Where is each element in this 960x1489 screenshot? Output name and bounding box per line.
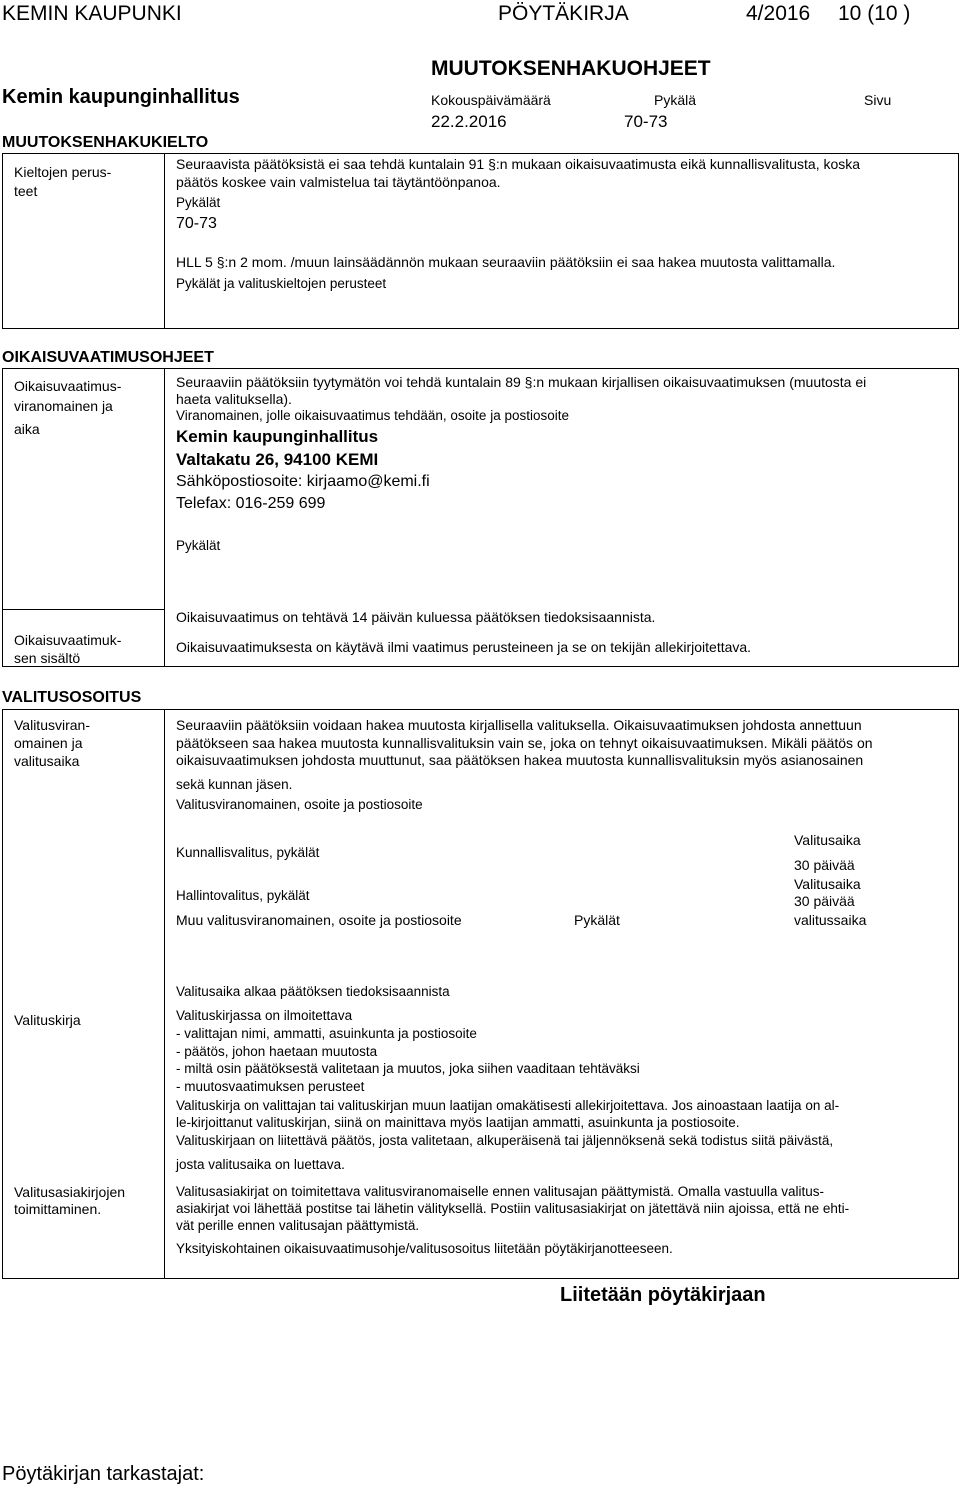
admin-appeal-label: Hallintovalitus, pykälät <box>176 888 310 903</box>
docs-line-1: asiakirjat voi lähettää postitse tai lähetin välityksellä. Postiin valitusasiakirjat on jätettävä niin ajoissa, että ne ehti- <box>176 1201 850 1216</box>
letter-line-5: Valituskirja on valittajan tai valituskirjan muun laatijan omakätisesti allekirjoitettava. Jos ainoastaan laatija on al- <box>176 1098 840 1113</box>
appeal-authority-label: Valitusviranomainen, osoite ja postiosoite <box>176 797 423 812</box>
docs-line-0: Valitusasiakirjat on toimitettava valitusviranomaiselle ennen valitusajan päättymistä. Omalla vastuulla valitus- <box>176 1184 825 1199</box>
letter-line-8: josta valitusaika on luettava. <box>176 1157 345 1172</box>
rectification-label-1: Oikaisuvaatimus- <box>14 378 122 394</box>
appeal-heading: VALITUSOSOITUS <box>2 689 142 706</box>
content-label-2: sen sisältö <box>14 650 81 666</box>
appeal-label-3: valitusaika <box>14 753 80 769</box>
authority-label: Viranomainen, jolle oikaisuvaatimus tehdään, osoite ja postiosoite <box>176 408 569 423</box>
rectification-label-3: aika <box>14 421 40 437</box>
letter-line-6: le-kirjoittanut valituskirjan, siinä on mainittava myös laatijan ammatti, asuinkunta ja postiosoite. <box>176 1115 740 1130</box>
valitusaika-1: Valitusaika <box>794 832 861 848</box>
letter-line-3: - miltä osin päätöksestä valitetaan ja muutos, joka siihen vaaditaan tehtäväksi <box>176 1061 640 1076</box>
authority-email: Sähköpostiosoite: kirjaamo@kemi.fi <box>176 473 430 490</box>
page-label: Sivu <box>864 92 892 108</box>
letter-line-0: Valituskirjassa on ilmoitettava <box>176 1008 353 1023</box>
meeting-date-label: Kokouspäivämäärä <box>431 92 551 108</box>
document-number: 4/2016 <box>746 2 811 25</box>
other-pykalat-label: Pykälät <box>574 912 620 928</box>
org-name-upper: KEMIN KAUPUNKI <box>2 2 182 25</box>
docs-label-2: toimittaminen. <box>14 1201 102 1217</box>
content-text: Oikaisuvaatimuksesta on käytävä ilmi vaatimus perusteineen ja se on tekijän allekirjoitettava. <box>176 639 752 655</box>
rectification-heading: OIKAISUVAATIMUSOHJEET <box>2 349 214 366</box>
authority-address: Valtakatu 26, 94100 KEMI <box>176 450 379 469</box>
meeting-date: 22.2.2016 <box>431 112 507 131</box>
ban-heading: MUUTOKSENHAKUKIELTO <box>2 134 209 151</box>
ban-label-1: Kieltojen perus- <box>14 164 112 180</box>
other-authority-label: Muu valitusviranomainen, osoite ja postiosoite <box>176 912 462 928</box>
appeal-text-4: sekä kunnan jäsen. <box>176 777 293 792</box>
letter-label: Valituskirja <box>14 1012 81 1028</box>
rectification-label-2: viranomainen ja <box>14 398 113 414</box>
days-2: 30 päivää <box>794 893 855 909</box>
appeal-label-1: Valitusviran- <box>14 717 90 733</box>
reviewers-label: Pöytäkirjan tarkastajat: <box>2 1463 205 1485</box>
letter-line-1: - valittajan nimi, ammatti, asuinkunta ja postiosoite <box>176 1026 477 1041</box>
ban-divider <box>164 153 165 329</box>
rectification-row-divider <box>2 609 164 610</box>
appeal-label-2: omainen ja <box>14 735 83 751</box>
valitussaika-label: valitussaika <box>794 912 867 928</box>
appeal-text-1: Seuraaviin päätöksiin voidaan hakea muutosta kirjallisella valituksella. Oikaisuvaatimuksen johdosta annettuun <box>176 717 862 733</box>
rectification-deadline: Oikaisuvaatimus on tehtävä 14 päivän kuluessa päätöksen tiedoksisaannista. <box>176 609 656 625</box>
authority-fax: Telefax: 016-259 699 <box>176 495 326 512</box>
ban-pykalat-label: Pykälät <box>176 195 221 210</box>
document-type: PÖYTÄKIRJA <box>498 2 629 25</box>
rectification-text-1: Seuraaviin päätöksiin tyytymätön voi tehdä kuntalain 89 §:n mukaan kirjallisen oikaisuvaatimuksen (muutosta ei <box>176 374 867 390</box>
docs-label-1: Valitusasiakirjojen <box>14 1184 126 1200</box>
ban-grounds-label: Pykälät ja valituskieltojen perusteet <box>176 276 387 291</box>
docs-line-3: Yksityiskohtainen oikaisuvaatimusohje/valitusosoitus liitetään pöytäkirjanotteeseen. <box>176 1241 673 1256</box>
ban-text-1: Seuraavista päätöksistä ei saa tehdä kuntalain 91 §:n mukaan oikaisuvaatimusta eikä kunnallisvalitusta, koska <box>176 156 861 172</box>
ban-text-2: päätös koskee vain valmistelua tai täytäntöönpanoa. <box>176 174 501 190</box>
appeal-text-3: oikaisuvaatimuksen johdosta muuttunut, saa päätöksen hakea muutosta kunnallisvalituksin myös asianosainen <box>176 752 864 768</box>
letter-line-2: - päätös, johon haetaan muutosta <box>176 1044 378 1059</box>
ban-label-2: teet <box>14 183 38 199</box>
page-number: 10 (10 ) <box>838 2 911 25</box>
days-1: 30 päivää <box>794 857 855 873</box>
letter-line-4: - muutosvaatimuksen perusteet <box>176 1079 365 1094</box>
rectification-divider <box>164 368 165 667</box>
appeal-divider <box>164 709 165 1279</box>
valitusaika-2: Valitusaika <box>794 876 861 892</box>
section-title: MUUTOKSENHAKUOHJEET <box>431 57 711 80</box>
paragraph-range: 70-73 <box>624 112 668 131</box>
board-name: Kemin kaupunginhallitus <box>2 86 240 108</box>
ban-pykalat-value: 70-73 <box>176 215 217 232</box>
appeal-start-text: Valitusaika alkaa päätöksen tiedoksisaannista <box>176 984 450 999</box>
content-label-1: Oikaisuvaatimuk- <box>14 632 122 648</box>
paragraph-label: Pykälä <box>654 92 697 108</box>
appeal-text-2: päätökseen saa hakea muutosta kunnallisvalituksin vain se, joka on tehnyt oikaisuvaatimuksen. Mikäli päätös on <box>176 735 873 751</box>
rectification-pykalat-label: Pykälät <box>176 538 221 553</box>
authority-name: Kemin kaupunginhallitus <box>176 427 379 446</box>
rectification-text-2: haeta valituksella). <box>176 391 292 407</box>
attached-note: Liitetään pöytäkirjaan <box>560 1284 766 1306</box>
municipal-appeal-label: Kunnallisvalitus, pykälät <box>176 845 320 860</box>
docs-line-2: vät perille ennen valitusajan päättymistä. <box>176 1218 420 1233</box>
letter-line-7: Valituskirjaan on liitettävä päätös, josta valitetaan, alkuperäisenä tai jäljennöksenä sekä todistus siitä päivästä, <box>176 1133 834 1148</box>
hll-text: HLL 5 §:n 2 mom. /muun lainsäädännön mukaan seuraaviin päätöksiin ei saa hakea muutosta valittamalla. <box>176 254 836 270</box>
